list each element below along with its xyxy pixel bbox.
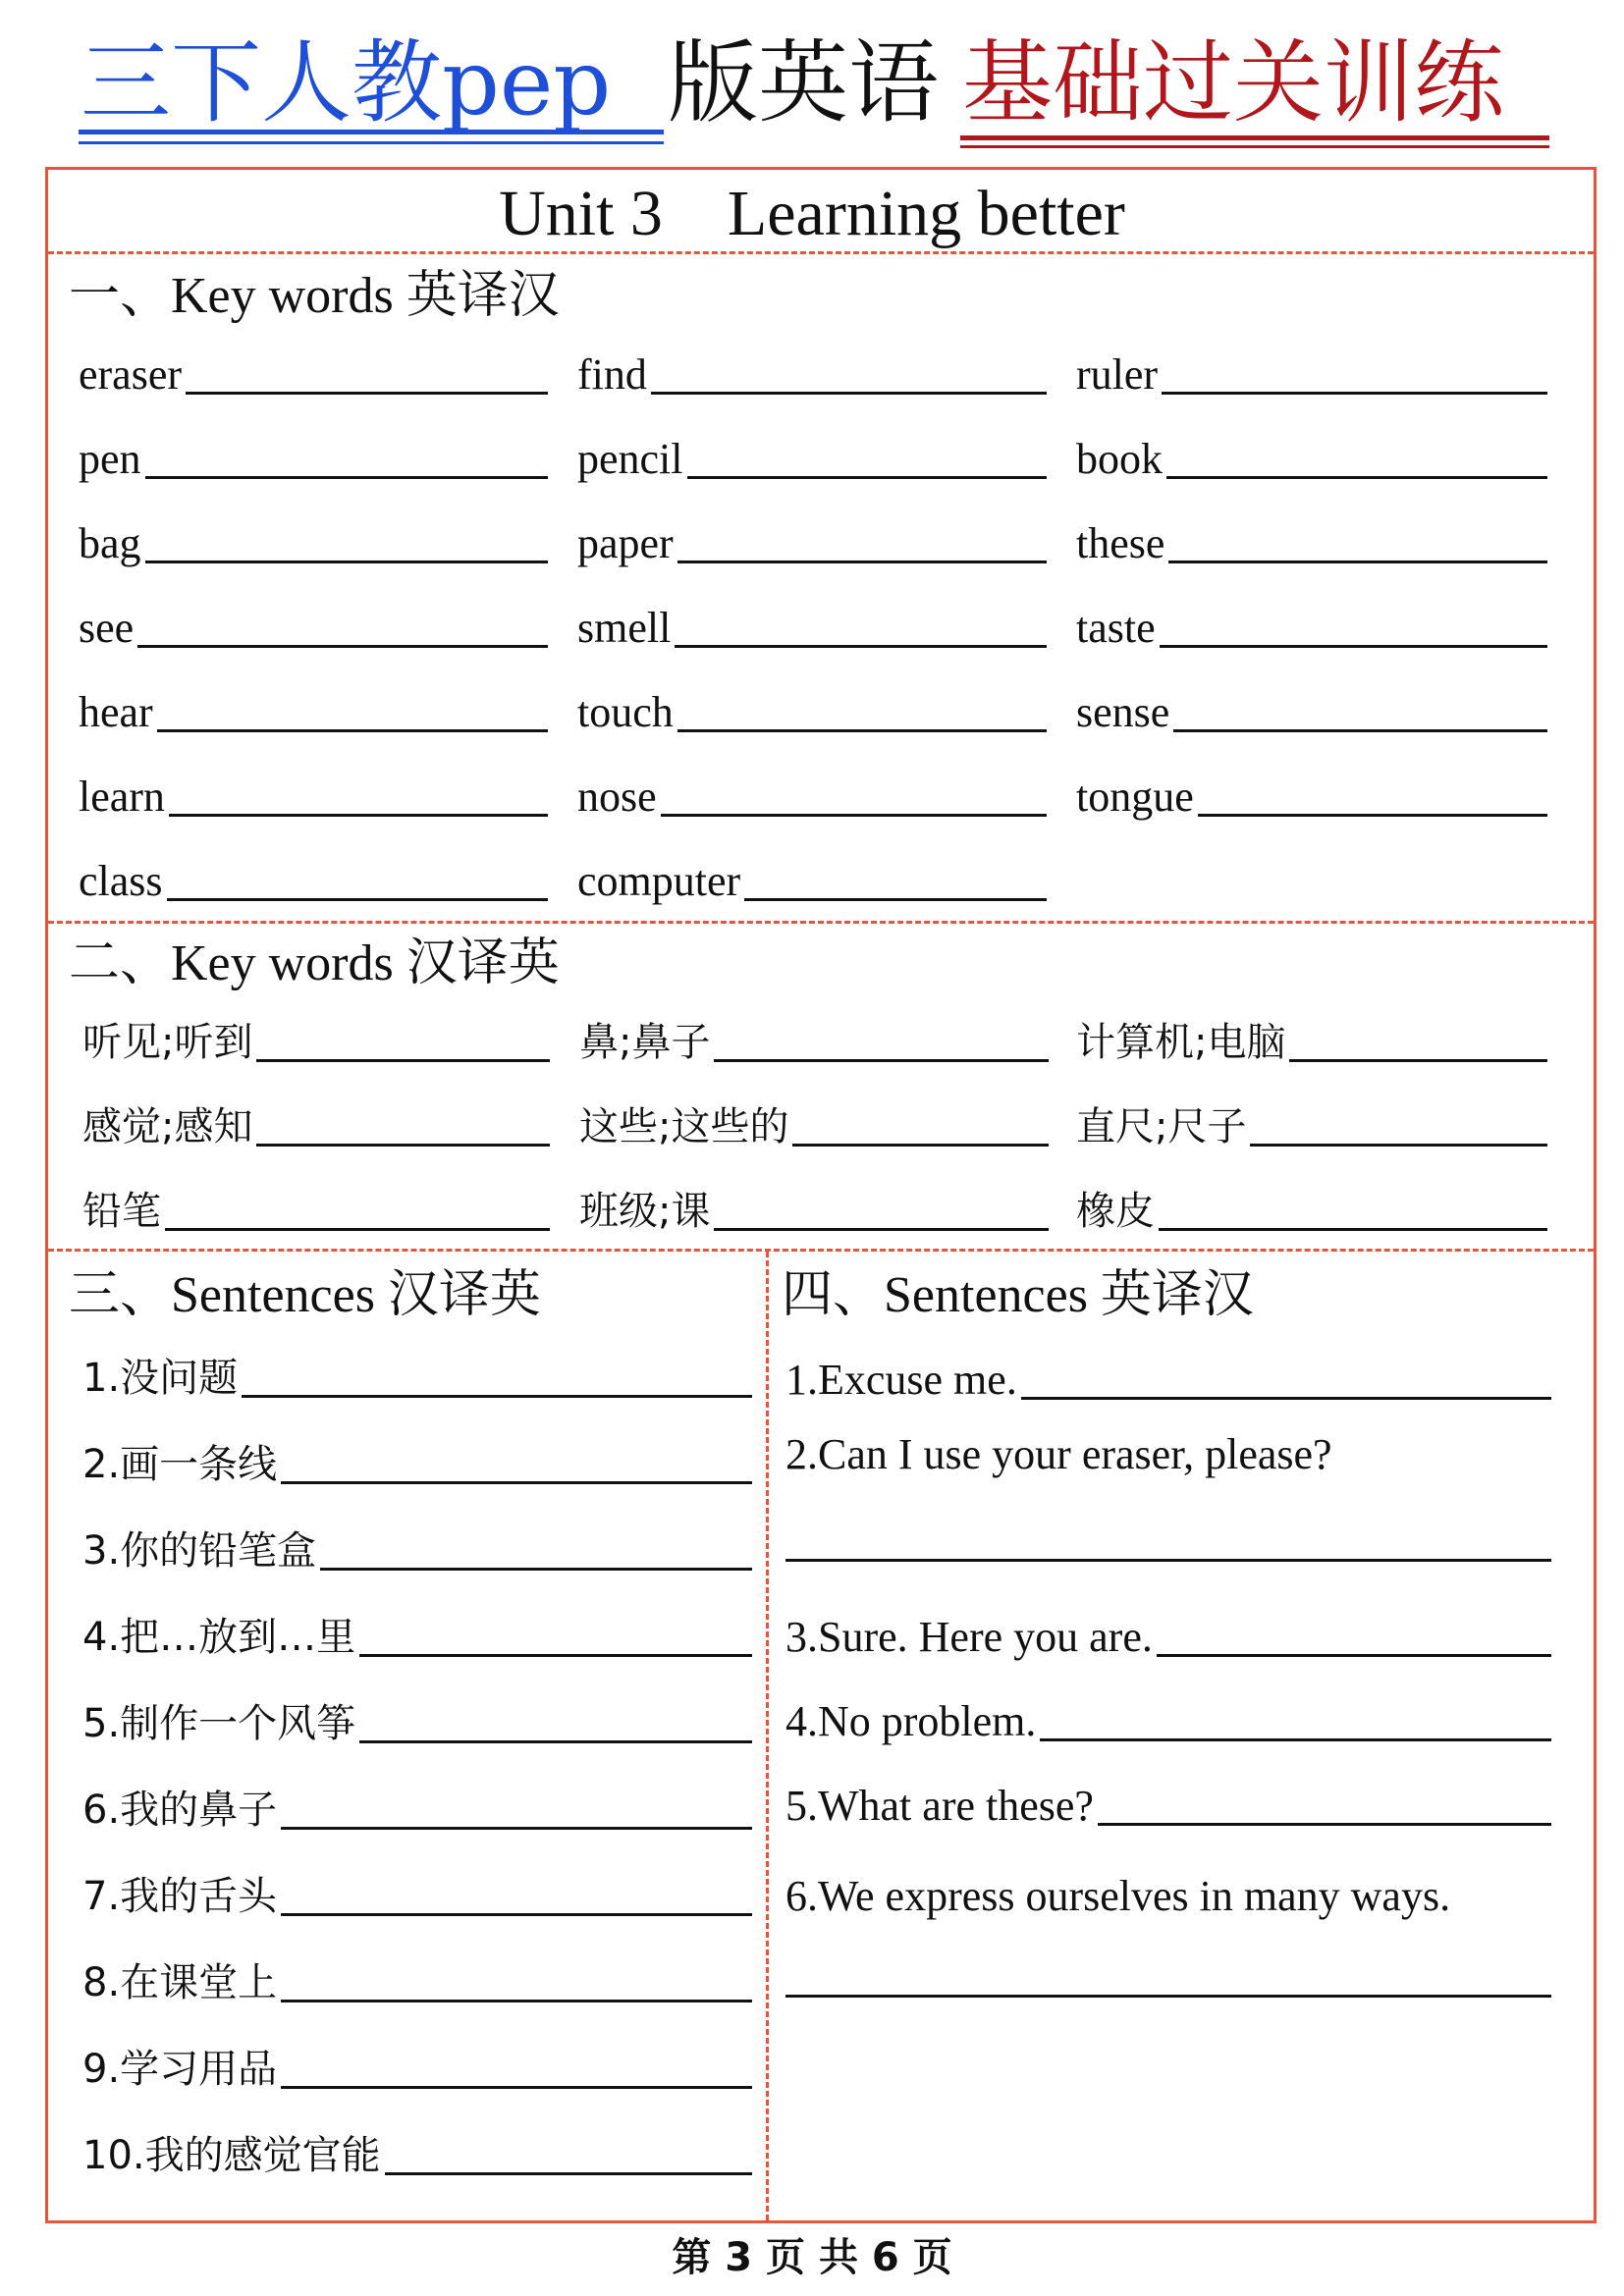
- word-entry: [79, 681, 548, 740]
- sentence-entry: [82, 1692, 752, 1751]
- word-entry: [1076, 766, 1547, 825]
- answer-line[interactable]: [1198, 814, 1547, 817]
- divider-section2: [48, 921, 1594, 924]
- answer-line[interactable]: [677, 729, 1047, 732]
- divider-section3: [48, 1249, 1594, 1252]
- answer-line[interactable]: [242, 1395, 752, 1398]
- answer-line[interactable]: [1159, 1228, 1547, 1231]
- word-label: 这些;这些的: [579, 1104, 789, 1149]
- answer-line[interactable]: [1250, 1144, 1547, 1147]
- word-entry: [82, 1011, 550, 1070]
- word-label: paper: [577, 519, 674, 567]
- word-label: taste: [1076, 604, 1156, 652]
- word-entry: [1076, 1180, 1547, 1239]
- sentence-label: 1.Excuse me.: [785, 1356, 1017, 1404]
- answer-line[interactable]: [385, 2172, 752, 2175]
- sentence-entry: [785, 1865, 1551, 1924]
- answer-line[interactable]: [359, 1740, 752, 1743]
- word-label: 计算机;电脑: [1076, 1020, 1286, 1065]
- answer-line[interactable]: [1040, 1738, 1551, 1741]
- sentence-label: 5.制作一个风筝: [82, 1701, 356, 1746]
- answer-line[interactable]: [1162, 392, 1547, 395]
- sentence-entry: [82, 2038, 752, 2097]
- answer-line[interactable]: [281, 2000, 752, 2002]
- header-title-red: 基础过关训练: [962, 30, 1505, 135]
- sentence-label: 6.我的鼻子: [82, 1788, 278, 1833]
- answer-line[interactable]: [651, 392, 1047, 395]
- sentence-entry: [82, 1347, 752, 1406]
- word-label: 听见;听到: [82, 1020, 253, 1065]
- answer-line[interactable]: [1157, 1654, 1551, 1657]
- answer-line[interactable]: [281, 1913, 752, 1916]
- sentence-label: 9.学习用品: [82, 2047, 278, 2092]
- word-label: bag: [79, 519, 141, 567]
- answer-line[interactable]: [186, 392, 548, 395]
- word-label: find: [577, 350, 647, 399]
- word-entry: [82, 1095, 550, 1154]
- red-underline: [960, 135, 1549, 140]
- word-entry: [577, 512, 1047, 571]
- word-label: sense: [1076, 688, 1170, 736]
- word-entry: [79, 766, 548, 825]
- answer-line[interactable]: [281, 1827, 752, 1830]
- word-label: touch: [577, 688, 674, 736]
- word-entry: [79, 512, 548, 571]
- answer-line[interactable]: [359, 1654, 752, 1657]
- word-label: hear: [79, 688, 153, 736]
- word-entry: [1076, 597, 1547, 656]
- answer-line[interactable]: [1098, 1823, 1551, 1826]
- red-underline-2: [960, 145, 1549, 148]
- word-entry: [1076, 1095, 1547, 1154]
- word-entry: [79, 344, 548, 402]
- sentence-label: 3.Sure. Here you are.: [785, 1613, 1153, 1661]
- word-entry: [577, 766, 1047, 825]
- answer-line[interactable]: [785, 1559, 1551, 1562]
- sentence-entry: [82, 1779, 752, 1838]
- word-entry: [579, 1011, 1049, 1070]
- sentence-entry: [82, 1865, 752, 1924]
- word-label: tongue: [1076, 773, 1194, 821]
- word-label: ruler: [1076, 350, 1159, 399]
- word-entry: [579, 1095, 1049, 1154]
- answer-line[interactable]: [714, 1228, 1049, 1231]
- sentence-entry: [785, 1349, 1551, 1408]
- page-header: [0, 20, 1624, 157]
- word-label: 鼻;鼻子: [579, 1020, 711, 1065]
- page-number: 第 3 页 共 6 页: [672, 2235, 952, 2280]
- word-label: computer: [577, 857, 741, 905]
- section4-title: 四、Sentences 英译汉: [782, 1267, 1254, 1323]
- answer-line[interactable]: [785, 1995, 1551, 1998]
- word-label: pen: [79, 435, 141, 483]
- section1-title: 一、Key words 英译汉: [69, 268, 560, 324]
- sentence-label: 1.没问题: [82, 1356, 239, 1401]
- divider-vertical: [766, 1252, 769, 2220]
- word-label: learn: [79, 773, 165, 821]
- answer-line[interactable]: [1166, 476, 1547, 479]
- answer-line[interactable]: [281, 1481, 752, 1484]
- answer-line[interactable]: [661, 814, 1047, 817]
- answer-line[interactable]: [145, 476, 548, 479]
- sentence-label: 3.你的铅笔盒: [82, 1528, 317, 1574]
- answer-line[interactable]: [1173, 729, 1547, 732]
- word-entry: [579, 1180, 1049, 1239]
- word-label: smell: [577, 604, 672, 652]
- word-entry: [79, 850, 548, 909]
- word-entry: [79, 428, 548, 487]
- sentence-entry: [82, 2124, 752, 2183]
- sentence-entry: [785, 1690, 1551, 1749]
- header-title-black: 版英语: [668, 30, 940, 135]
- word-entry: [577, 681, 1047, 740]
- sentence-label: 2.画一条线: [82, 1442, 278, 1487]
- word-entry: [577, 597, 1047, 656]
- word-label: nose: [577, 773, 657, 821]
- sentence-label: 7.我的舌头: [82, 1874, 278, 1919]
- word-label: 铅笔: [82, 1189, 161, 1234]
- word-entry: [577, 850, 1047, 909]
- answer-line[interactable]: [256, 1144, 550, 1147]
- word-entry: [1076, 681, 1547, 740]
- answer-line[interactable]: [169, 814, 548, 817]
- answer-line[interactable]: [1021, 1397, 1551, 1400]
- answer-line[interactable]: [281, 2086, 752, 2089]
- word-label: pencil: [577, 435, 683, 483]
- sentence-label: 6.We express ourselves in many ways.: [785, 1872, 1451, 1920]
- sentence-label: 5.What are these?: [785, 1782, 1094, 1830]
- word-entry: [577, 428, 1047, 487]
- sentence-entry: [785, 1423, 1551, 1482]
- word-label: 直尺;尺子: [1076, 1104, 1247, 1149]
- answer-line[interactable]: [1289, 1059, 1547, 1062]
- answer-line[interactable]: [167, 898, 548, 901]
- sentence-label: 4.把…放到…里: [82, 1615, 356, 1660]
- word-label: book: [1076, 435, 1163, 483]
- sentence-label: 2.Can I use your eraser, please?: [785, 1430, 1332, 1478]
- answer-line[interactable]: [165, 1228, 550, 1231]
- sentence-label: 4.No problem.: [785, 1697, 1037, 1745]
- word-entry: [1076, 428, 1547, 487]
- answer-line[interactable]: [744, 898, 1047, 901]
- answer-line[interactable]: [675, 645, 1047, 648]
- sentence-entry: [785, 1606, 1551, 1665]
- word-label: see: [79, 604, 135, 652]
- answer-line[interactable]: [714, 1059, 1049, 1062]
- word-entry: [1076, 1011, 1547, 1070]
- answer-line[interactable]: [677, 561, 1047, 563]
- blue-underline: [79, 130, 664, 134]
- word-label: 橡皮: [1076, 1189, 1155, 1234]
- word-entry: [82, 1180, 550, 1239]
- answer-line[interactable]: [1168, 561, 1547, 563]
- header-title-blue: 三下人教pep: [81, 30, 612, 135]
- word-entry: [577, 344, 1047, 402]
- answer-line[interactable]: [137, 645, 548, 648]
- word-label: 感觉;感知: [82, 1104, 253, 1149]
- answer-line[interactable]: [256, 1059, 550, 1062]
- section3-title: 三、Sentences 汉译英: [69, 1267, 541, 1323]
- blue-underline-2: [79, 141, 664, 144]
- unit-title: Unit 3 Learning better: [499, 178, 1125, 249]
- word-entry: [79, 597, 548, 656]
- answer-line[interactable]: [145, 561, 548, 563]
- word-label: 班级;课: [579, 1189, 711, 1234]
- sentence-entry: [82, 1520, 752, 1578]
- sentence-entry: [82, 1951, 752, 2010]
- sentence-entry: [82, 1606, 752, 1665]
- answer-line[interactable]: [1160, 645, 1547, 648]
- answer-line[interactable]: [157, 729, 548, 732]
- section2-title: 二、Key words 汉译英: [69, 935, 560, 991]
- sentence-entry: [785, 1775, 1551, 1834]
- answer-line[interactable]: [687, 476, 1047, 479]
- word-entry: [1076, 344, 1547, 402]
- sentence-entry: [82, 1433, 752, 1492]
- sentence-label: 8.在课堂上: [82, 1960, 278, 2005]
- word-label: eraser: [79, 350, 183, 399]
- answer-line[interactable]: [792, 1144, 1049, 1147]
- answer-line[interactable]: [320, 1568, 752, 1571]
- word-label: class: [79, 857, 163, 905]
- word-label: these: [1076, 519, 1165, 567]
- sentence-label: 10.我的感觉官能: [82, 2133, 381, 2178]
- word-entry: [1076, 512, 1547, 571]
